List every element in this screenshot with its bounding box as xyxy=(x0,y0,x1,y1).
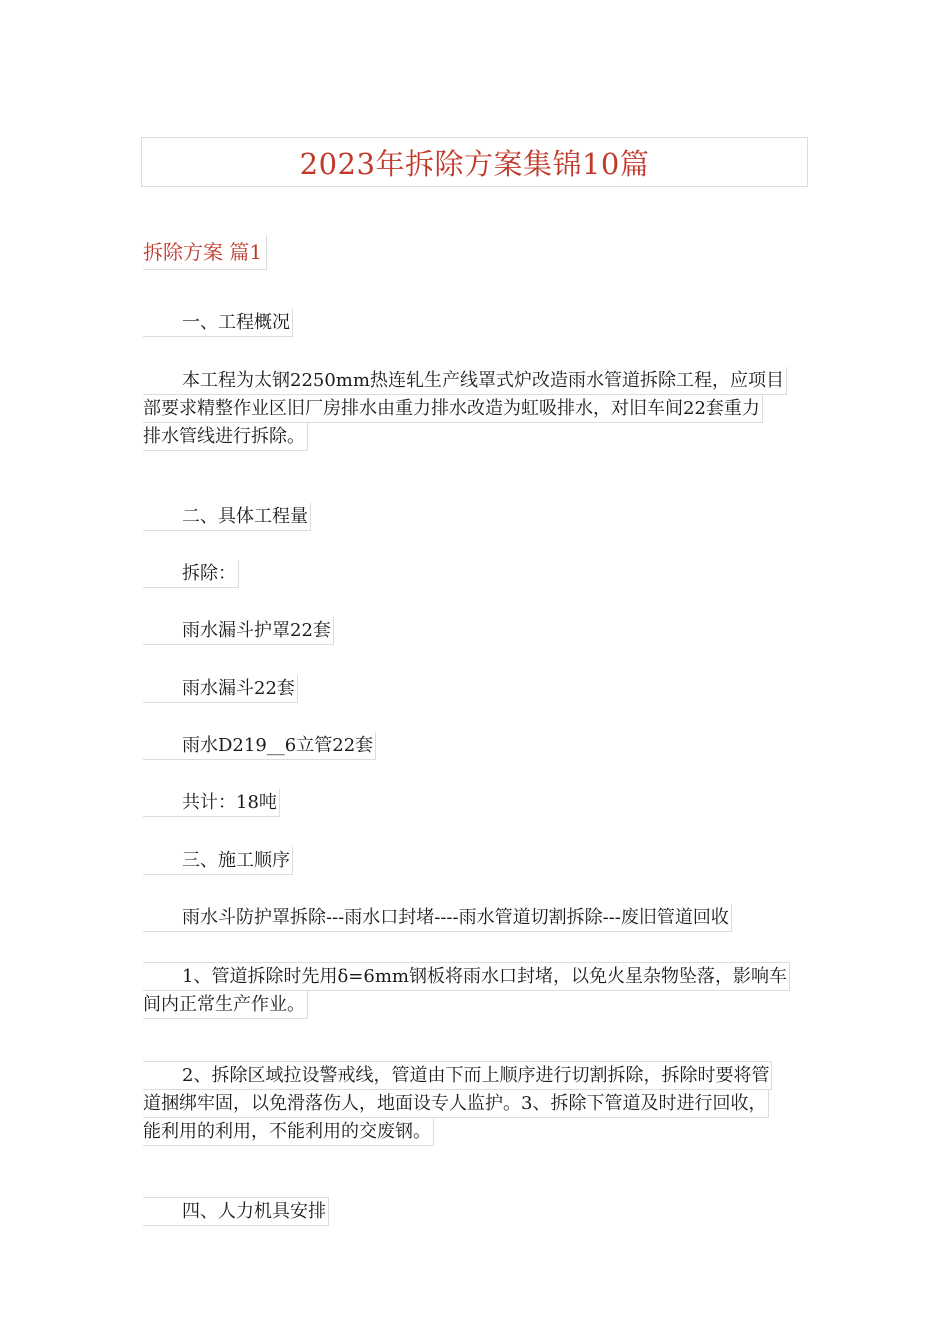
paragraph-heading-sequence xyxy=(143,847,293,875)
paragraph-item-funnel xyxy=(143,675,298,703)
paragraph-line: 一、工程概况 xyxy=(143,309,293,337)
paragraph-line: 间内正常生产作业。 xyxy=(143,991,308,1019)
paragraph-line: 雨水漏斗护罩22套 xyxy=(143,617,334,645)
paragraph-line: 拆除： xyxy=(143,560,239,588)
paragraph-step-1 xyxy=(143,962,790,1019)
paragraph-sequence-flow xyxy=(143,904,732,932)
paragraph-heading-resources xyxy=(143,1197,329,1226)
paragraph-line: 能利用的利用，不能利用的交废钢。 xyxy=(143,1118,434,1146)
paragraph-heading-quantities xyxy=(143,503,311,531)
paragraph-line: 雨水D219__6立管22套 xyxy=(143,732,376,760)
paragraph-total xyxy=(143,789,280,817)
paragraph-demolition-label xyxy=(143,560,239,588)
paragraph-line: 道捆绑牢固，以免滑落伤人，地面设专人监护。3、拆除下管道及时进行回收， xyxy=(143,1090,769,1118)
paragraph-step-2-3 xyxy=(143,1061,772,1146)
paragraph-heading-overview xyxy=(143,309,293,337)
section-heading: 拆除方案 篇1 xyxy=(143,235,267,270)
paragraph-line: 部要求精整作业区旧厂房排水由重力排水改造为虹吸排水，对旧车间22套重力 xyxy=(143,395,763,423)
paragraph-line: 本工程为太钢2250mm热连轧生产线罩式炉改造雨水管道拆除工程，应项目 xyxy=(143,367,787,395)
paragraph-line: 四、人力机具安排 xyxy=(143,1197,329,1226)
paragraph-line: 雨水斗防护罩拆除---雨水口封堵----雨水管道切割拆除---废旧管道回收 xyxy=(143,904,732,932)
paragraph-line: 排水管线进行拆除。 xyxy=(143,423,308,451)
paragraph-line: 雨水漏斗22套 xyxy=(143,675,298,703)
paragraph-line: 1、管道拆除时先用δ=6mm钢板将雨水口封堵，以免火星杂物坠落，影响车 xyxy=(143,962,790,991)
paragraph-line: 三、施工顺序 xyxy=(143,847,293,875)
paragraph-item-pipe xyxy=(143,732,376,760)
paragraph-line: 共计：18吨 xyxy=(143,789,280,817)
document-title: 2023年拆除方案集锦10篇 xyxy=(299,146,650,181)
paragraph-overview-body xyxy=(143,367,787,451)
paragraph-item-guard xyxy=(143,617,334,645)
paragraph-line: 二、具体工程量 xyxy=(143,503,311,531)
document-title-box xyxy=(141,137,808,187)
paragraph-line: 2、拆除区域拉设警戒线，管道由下而上顺序进行切割拆除，拆除时要将管 xyxy=(143,1061,772,1090)
